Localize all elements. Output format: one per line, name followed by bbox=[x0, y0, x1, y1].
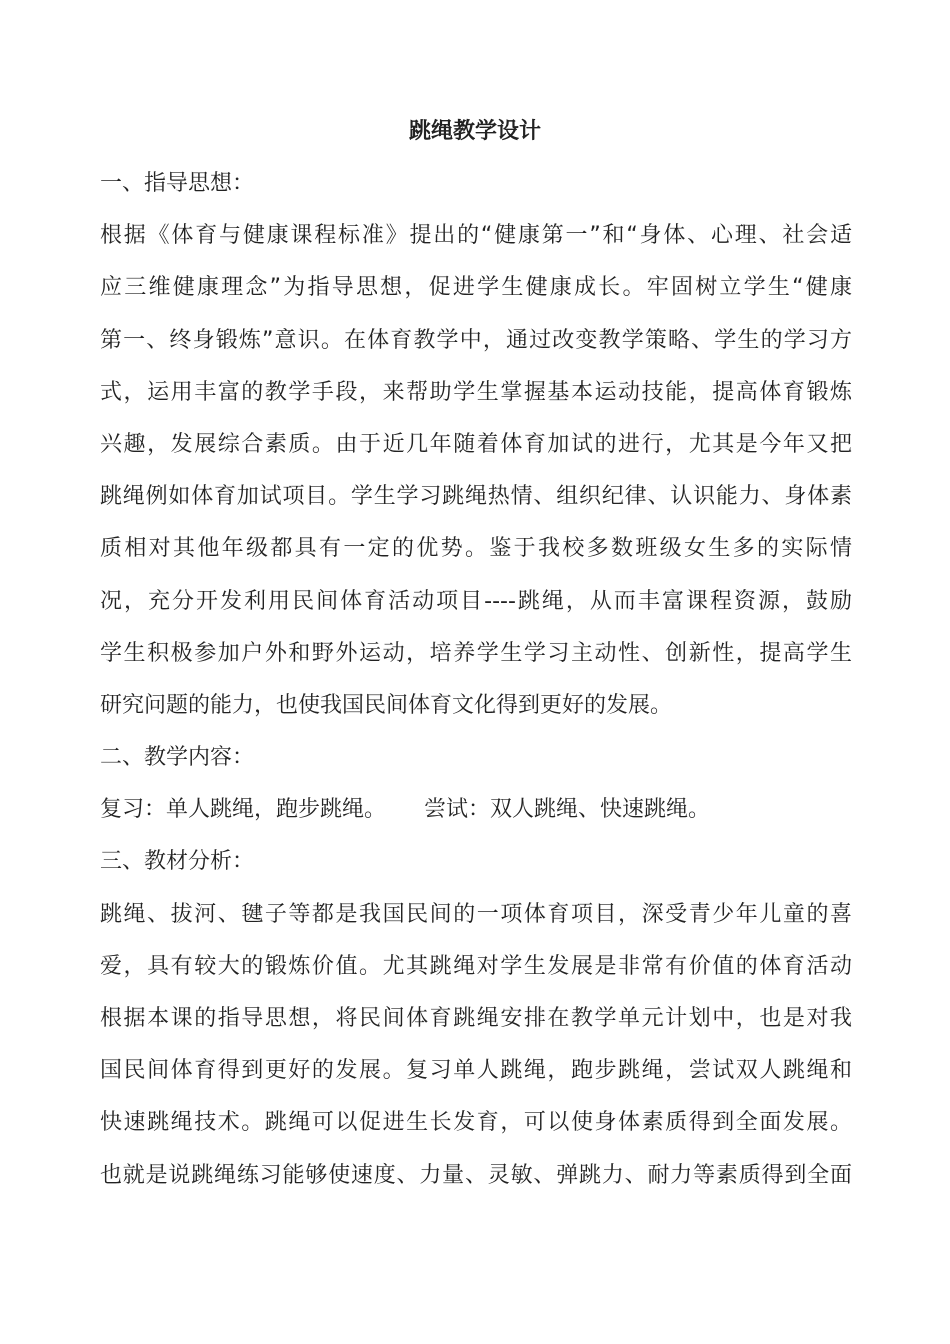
teaching-content-line bbox=[100, 792, 852, 844]
paragraph-line: 况，充分开发利用民间体育活动项目----跳绳，从而丰富课程资源，鼓励 bbox=[100, 588, 852, 614]
paragraph-line: 也就是说跳绳练习能够使速度、力量、灵敏、弹跳力、耐力等素质得到全面 bbox=[100, 1162, 852, 1188]
paragraph-line: 跳绳、拔河、毽子等都是我国民间的一项体育项目，深受青少年儿童的喜 bbox=[100, 901, 852, 927]
paragraph-line: 根据本课的指导思想，将民间体育跳绳安排在教学单元计划中，也是对我 bbox=[100, 1006, 852, 1031]
section-heading-material-analysis: 三、教材分析： bbox=[100, 849, 255, 875]
paragraph-line: 研究问题的能力，也使我国民间体育文化得到更好的发展。 bbox=[100, 692, 673, 718]
paragraph-line: 快速跳绳技术。跳绳可以促进生长发育，可以使身体素质得到全面发展。 bbox=[100, 1110, 852, 1136]
paragraph-line: 爱，具有较大的锻炼价值。尤其跳绳对学生发展是非常有价值的体育活动 bbox=[100, 953, 852, 979]
paragraph-line: 式，运用丰富的教学手段，来帮助学生掌握基本运动技能，提高体育锻炼 bbox=[100, 379, 852, 405]
paragraph-line: 兴趣，发展综合素质。由于近几年随着体育加试的进行，尤其是今年又把 bbox=[100, 431, 852, 457]
paragraph-line: 学生积极参加户外和野外运动，培养学生学习主动性、创新性，提高学生 bbox=[100, 640, 852, 666]
attempt-item: 尝试：双人跳绳、快速跳绳。 bbox=[424, 797, 711, 823]
review-item: 复习：单人跳绳，跑步跳绳。 bbox=[100, 797, 387, 823]
paragraph-line: 国民间体育得到更好的发展。复习单人跳绳，跑步跳绳，尝试双人跳绳和 bbox=[100, 1058, 852, 1084]
paragraph-line: 跳绳例如体育加试项目。学生学习跳绳热情、组织纪律、认识能力、身体素 bbox=[100, 484, 852, 510]
section-heading-teaching-content: 二、教学内容： bbox=[100, 745, 255, 771]
document-title: 跳绳教学设计 bbox=[408, 119, 541, 144]
paragraph-line: 质相对其他年级都具有一定的优势。鉴于我校多数班级女生多的实际情 bbox=[100, 536, 852, 562]
paragraph-line: 应三维健康理念”为指导思想，促进学生健康成长。牢固树立学生“健康 bbox=[100, 275, 852, 301]
paragraph-line: 根据《体育与健康课程标准》提出的“健康第一”和“身体、心理、社会适 bbox=[100, 223, 852, 249]
section-heading-guiding-thought: 一、指导思想： bbox=[100, 171, 255, 196]
document-body bbox=[100, 166, 852, 1210]
paragraph-line: 第一、终身锻炼”意识。在体育教学中，通过改变教学策略、学生的学习方 bbox=[100, 327, 852, 353]
